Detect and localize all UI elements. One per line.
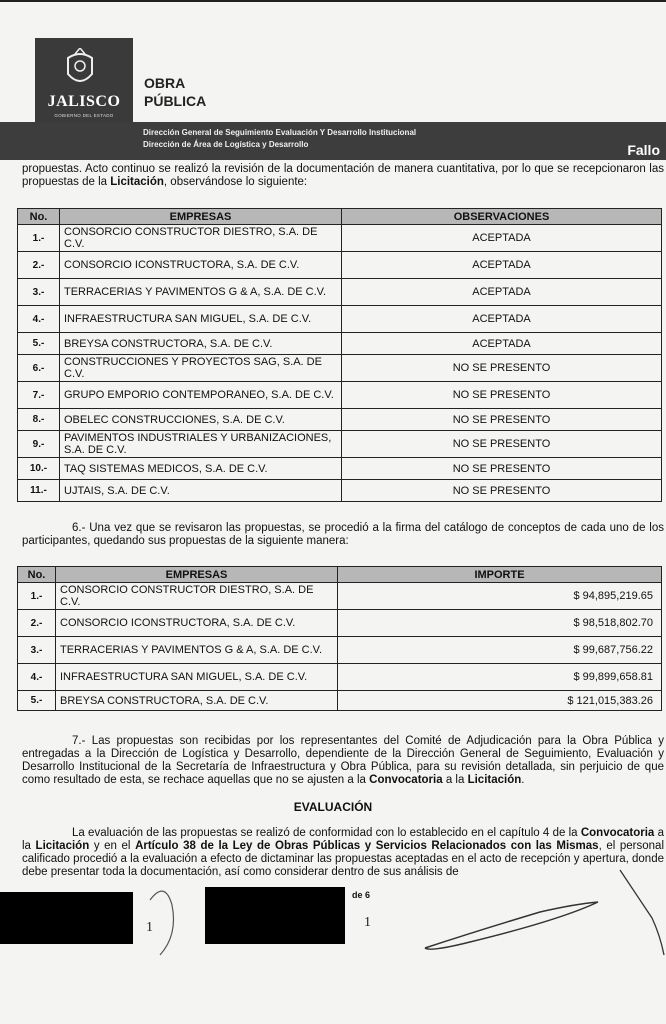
document-type: Fallo bbox=[627, 142, 660, 158]
table-row bbox=[18, 664, 662, 691]
top-border bbox=[0, 0, 666, 2]
amount: $ 121,015,383.26 bbox=[338, 691, 662, 711]
row-number: 2.- bbox=[18, 610, 56, 637]
col-header-observaciones: OBSERVACIONES bbox=[342, 209, 662, 225]
observation: ACEPTADA bbox=[342, 333, 662, 355]
paragraph-7: 7.- Las propuestas son recibidas por los representantes del Comité de Adjudicación para la Obra Pública y entregadas a la Dirección de Logística y Desarrollo, dependiente de la Dirección General de Seguimiento, Evaluación y Desarrollo Institucional de la Secretaría de Infraestructura y Obra Pública, para su revisión detallada, sin perjuicio de que como resultado de esta, se rechace aquellas que no se ajusten a la Convocatoria a la Licitación. bbox=[22, 735, 664, 786]
row-number: 9.- bbox=[18, 431, 60, 458]
company-name: INFRAESTRUCTURA SAN MIGUEL, S.A. DE C.V. bbox=[56, 664, 338, 691]
col-header-empresas: EMPRESAS bbox=[56, 567, 338, 583]
table-row bbox=[18, 382, 662, 409]
col-header-importe: IMPORTE bbox=[338, 567, 662, 583]
page-number-fragment: de 6 bbox=[352, 890, 371, 900]
row-number: 5.- bbox=[18, 691, 56, 711]
department-title: OBRA PÚBLICA bbox=[144, 75, 207, 109]
signature-left bbox=[150, 891, 174, 955]
table-header-row bbox=[18, 567, 662, 583]
company-name: CONSORCIO ICONSTRUCTORA, S.A. DE C.V. bbox=[60, 252, 342, 279]
col-header-no: No. bbox=[18, 567, 56, 583]
company-name: CONSORCIO CONSTRUCTOR DIESTRO, S.A. DE C.V. bbox=[60, 225, 342, 252]
table-row bbox=[18, 252, 662, 279]
signature-right-2 bbox=[620, 870, 664, 955]
table-row bbox=[18, 610, 662, 637]
col-header-no: No. bbox=[18, 209, 60, 225]
observation: NO SE PRESENTO bbox=[342, 355, 662, 382]
company-name: CONSORCIO ICONSTRUCTORA, S.A. DE C.V. bbox=[56, 610, 338, 637]
evaluation-paragraph: La evaluación de las propuestas se realizó de conformidad con lo establecido en el capítulo 4 de la Convocatoria a la Licitación y en el Artículo 38 de la Ley de Obras Públicas y Servicios Relacionados con las Mismas, el personal calificado procedió a la evaluación a efecto de dictaminar las propuestas aceptadas en el acto de recepción y apertura, donde debe presentar toda la documentación, así como considerar dentro de sus análisis de bbox=[22, 827, 665, 878]
table-row bbox=[18, 225, 662, 252]
observation: ACEPTADA bbox=[342, 225, 662, 252]
amount: $ 99,899,658.81 bbox=[338, 664, 662, 691]
row-number: 4.- bbox=[18, 306, 60, 333]
table-row bbox=[18, 458, 662, 480]
handwritten-mark-2: 1 bbox=[364, 915, 371, 930]
company-name: TERRACERIAS Y PAVIMENTOS G & A, S.A. DE C.V. bbox=[60, 279, 342, 306]
row-number: 6.- bbox=[18, 355, 60, 382]
row-number: 1.- bbox=[18, 583, 56, 610]
table-row bbox=[18, 431, 662, 458]
signatures bbox=[0, 860, 666, 980]
section-title-evaluacion: EVALUACIÓN bbox=[293, 800, 373, 814]
observation: NO SE PRESENTO bbox=[342, 431, 662, 458]
row-number: 3.- bbox=[18, 279, 60, 306]
intro-paragraph: propuestas. Acto continuo se realizó la revisión de la documentación de manera cuantitativa, por lo que se recepcionaron las propuestas de la Licitación, observándose lo siguiente: bbox=[22, 163, 664, 188]
table-row bbox=[18, 409, 662, 431]
company-name: GRUPO EMPORIO CONTEMPORANEO, S.A. DE C.V. bbox=[60, 382, 342, 409]
row-number: 5.- bbox=[18, 333, 60, 355]
amounts-table bbox=[17, 566, 662, 711]
row-number: 7.- bbox=[18, 382, 60, 409]
table-row bbox=[18, 306, 662, 333]
logo-subtext: GOBIERNO DEL ESTADO bbox=[54, 113, 114, 118]
observation: NO SE PRESENTO bbox=[342, 458, 662, 480]
observation: ACEPTADA bbox=[342, 279, 662, 306]
company-name: CONSTRUCCIONES Y PROYECTOS SAG, S.A. DE C.V. bbox=[60, 355, 342, 382]
observation: NO SE PRESENTO bbox=[342, 480, 662, 502]
table-row bbox=[18, 279, 662, 306]
amount: $ 98,518,802.70 bbox=[338, 610, 662, 637]
table-row bbox=[18, 480, 662, 502]
company-name: OBELEC CONSTRUCCIONES, S.A. DE C.V. bbox=[60, 409, 342, 431]
table-row bbox=[18, 583, 662, 610]
company-name: PAVIMENTOS INDUSTRIALES Y URBANIZACIONES, S.A. DE C.V. bbox=[60, 431, 342, 458]
company-name: BREYSA CONSTRUCTORA, S.A. DE C.V. bbox=[56, 691, 338, 711]
row-number: 1.- bbox=[18, 225, 60, 252]
table-row bbox=[18, 637, 662, 664]
company-name: UJTAIS, S.A. DE C.V. bbox=[60, 480, 342, 502]
row-number: 11.- bbox=[18, 480, 60, 502]
band-line-1: Dirección General de Seguimiento Evaluación Y Desarrollo Institucional bbox=[143, 128, 417, 137]
proposals-table bbox=[17, 208, 662, 502]
row-number: 2.- bbox=[18, 252, 60, 279]
observation: ACEPTADA bbox=[342, 252, 662, 279]
row-number: 8.- bbox=[18, 409, 60, 431]
table-row bbox=[18, 333, 662, 355]
company-name: BREYSA CONSTRUCTORA, S.A. DE C.V. bbox=[60, 333, 342, 355]
company-name: CONSORCIO CONSTRUCTOR DIESTRO, S.A. DE C.V. bbox=[56, 583, 338, 610]
observation: NO SE PRESENTO bbox=[342, 409, 662, 431]
company-name: TERRACERIAS Y PAVIMENTOS G & A, S.A. DE C.V. bbox=[56, 637, 338, 664]
amount: $ 94,895,219.65 bbox=[338, 583, 662, 610]
table-header-row bbox=[18, 209, 662, 225]
row-number: 4.- bbox=[18, 664, 56, 691]
table-row bbox=[18, 355, 662, 382]
observation: ACEPTADA bbox=[342, 306, 662, 333]
company-name: INFRAESTRUCTURA SAN MIGUEL, S.A. DE C.V. bbox=[60, 306, 342, 333]
handwritten-mark-1: 1 bbox=[146, 920, 153, 935]
coat-of-arms-icon bbox=[63, 48, 97, 90]
col-header-empresas: EMPRESAS bbox=[60, 209, 342, 225]
band-line-2: Dirección de Área de Logística y Desarrollo bbox=[143, 140, 309, 149]
company-name: TAQ SISTEMAS MEDICOS, S.A. DE C.V. bbox=[60, 458, 342, 480]
signature-right bbox=[425, 902, 598, 949]
table-row bbox=[18, 691, 662, 711]
amount: $ 99,687,756.22 bbox=[338, 637, 662, 664]
logo-text: JALISCO bbox=[47, 93, 121, 110]
observation: NO SE PRESENTO bbox=[342, 382, 662, 409]
row-number: 3.- bbox=[18, 637, 56, 664]
paragraph-6: 6.- Una vez que se revisaron las propuestas, se procedió a la firma del catálogo de conceptos de cada uno de los participantes, quedando sus propuestas de la siguiente manera: bbox=[22, 522, 664, 547]
row-number: 10.- bbox=[18, 458, 60, 480]
